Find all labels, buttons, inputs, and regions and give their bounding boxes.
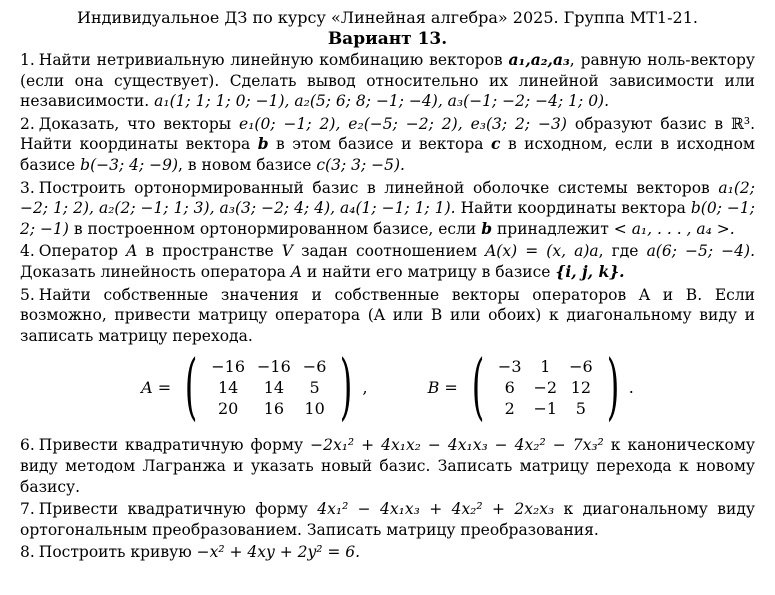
problem-text: в построенном ортонормированном базисе, если [68,219,482,238]
quadratic-form: 4x₁² − 4x₁x₃ + 4x₂² + 2x₂x₃ [317,500,555,519]
problem-text: , в новом базисе [178,155,317,174]
matrix-cell: 1 [540,357,551,377]
matrix-cell: 14 [217,378,239,398]
problem-6 [20,435,755,497]
problem-text: Найти нетривиальную линейную комбинацию векторов [38,51,509,69]
left-paren: ( [471,344,485,429]
matrix-a-body [177,344,360,429]
system-vectors: a₁(2; −2; 1; 2), a₂(2; −1; 1; 3), a₃(3; −2; 4; 4), a₄(1; −1; 1; 1). [20,178,755,218]
matrix-cell: 5 [575,399,586,419]
matrix-cell: −16 [257,357,291,377]
problem-3 [20,178,755,240]
matrix-b-body [464,344,627,429]
problem-text: Построить ортонормированный базис в линейной оболочке системы векторов [38,178,719,197]
problem-text: образуют базис в ℝ³. Найти координаты вектора [20,114,756,154]
vector-b: b [481,218,493,238]
document-title: Индивидуальное ДЗ по курсу «Линейная алгебра» 2025. Группа МТ1-21. [77,8,698,27]
matrix-cell: 14 [263,378,285,398]
problem-number: 3. [20,178,35,197]
matrix-b-grid [492,356,599,419]
problem-number: 2. [20,114,35,133]
matrix-row [492,398,599,419]
matrix-cell: −6 [302,357,327,377]
matrix-cell: 16 [263,399,285,419]
problem-text: Найти координаты вектора [455,199,691,218]
matrix-cell: 2 [504,399,515,419]
problem-text: Привести квадратичную форму [38,500,318,519]
matrix-cell: 10 [304,399,325,419]
vector-c: c [491,134,501,154]
matrix-cell: −3 [497,357,522,377]
b-coords: b(0; −1; 2; −1) [20,199,755,238]
problem-1 [20,50,755,112]
problem-5 [20,285,755,347]
linear-span: a₁, . . . , a₄ >. [631,219,735,238]
problem-number: 5. [20,285,35,304]
operator-name: A [290,262,302,281]
problem-number: 1. [20,51,35,69]
problem-text: и найти его матрицу в базисе [302,262,556,281]
basis-vectors: e₁(0; −1; 2), e₂(−5; −2; 2), e₃(3; 2; −3) [239,114,567,133]
a-coords: a(6; −5; −4). [646,242,755,261]
problem-number: 4. [20,242,35,261]
problem-text: в этом базисе и вектора [268,135,492,154]
matrix-row [492,377,599,398]
variant-title: Вариант 13. [327,29,448,49]
operator-name: A [126,242,138,261]
curve-equation: −x² + 4xy + 2y² = 6. [196,543,361,562]
vector-b: b [257,134,269,154]
matrix-a-grid [205,356,332,419]
problem-text: задан соотношением [292,242,486,261]
matrices-block [20,344,755,429]
problem-text: Доказать линейность оператора [20,262,291,281]
problem-8 [20,542,755,563]
matrix-cell: 6 [504,378,515,398]
problem-text: Привести квадратичную форму [38,436,311,455]
matrix-cell: −6 [569,357,593,377]
problem-text: , равную ноль-вектору (если она существует). Сделать вывод относительно их линейной зависимости или независимости. [20,51,755,111]
right-paren: ) [606,344,620,429]
matrix-row [205,377,332,398]
right-paren: ) [340,344,353,429]
problem-number: 6. [20,436,35,455]
problem-number: 7. [20,500,35,519]
problem-number: 8. [20,543,35,562]
matrix-cell: −1 [533,399,558,419]
matrix-a [141,344,368,429]
vector-list: a₁,a₂,a₃ [508,50,570,69]
problem-4 [20,241,755,282]
space-name: V [281,242,293,261]
matrix-b-punct: . [628,378,634,398]
problem-2 [20,114,755,176]
b-coords: b(−3; 4; −9) [80,155,179,174]
matrix-cell: 12 [570,378,592,398]
vector-data: a₁(1; 1; 1; 0; −1), a₂(5; 6; 8; −1; −4), a₃(−1; −2; −4; 1; 0). [154,92,610,111]
matrix-b [427,344,634,429]
matrix-a-punct: , [362,378,368,398]
problem-text: , где [598,242,647,261]
quadratic-form: −2x₁² + 4x₁x₂ − 4x₁x₃ − 4x₂² − 7x₃² [310,436,604,455]
problem-text: принадлежит < [492,219,632,238]
matrix-cell: −16 [211,357,246,377]
problem-text: в пространстве [137,242,282,261]
matrix-cell: 20 [217,399,239,419]
basis-set: {i, j, k}. [555,261,625,281]
operator-formula: A(x) = (x, a)a [485,242,599,261]
problem-text: Построить кривую [38,543,197,562]
problem-text: к каноническому виду методом Лагранжа и указать новый базис. Записать матрицу перехода к новому базису. [20,436,756,496]
matrix-cell: 5 [309,378,320,398]
problem-text: в исходном, если в исходном базисе [20,135,755,174]
matrix-b-name: B = [427,378,458,398]
matrix-a-name: A = [141,378,172,398]
matrix-row [492,356,599,377]
problem-7 [20,499,755,540]
problem-text: Найти собственные значения и собственные векторы операторов A и B. Если возможно, привести матрицу оператора (A или B или обоих) к диагональному виду и записать матрицу перехода. [20,285,755,345]
c-coords: c(3; 3; −5). [316,155,405,174]
matrix-row [205,356,332,377]
matrix-cell: −2 [533,378,558,398]
matrix-row [205,398,332,419]
problem-text: к диагональному виду ортогональным преобразованием. Записать матрицу преобразования. [20,500,755,539]
problem-text: Оператор [38,242,127,261]
problem-text: Доказать, что векторы [38,114,240,133]
left-paren: ( [184,344,198,429]
